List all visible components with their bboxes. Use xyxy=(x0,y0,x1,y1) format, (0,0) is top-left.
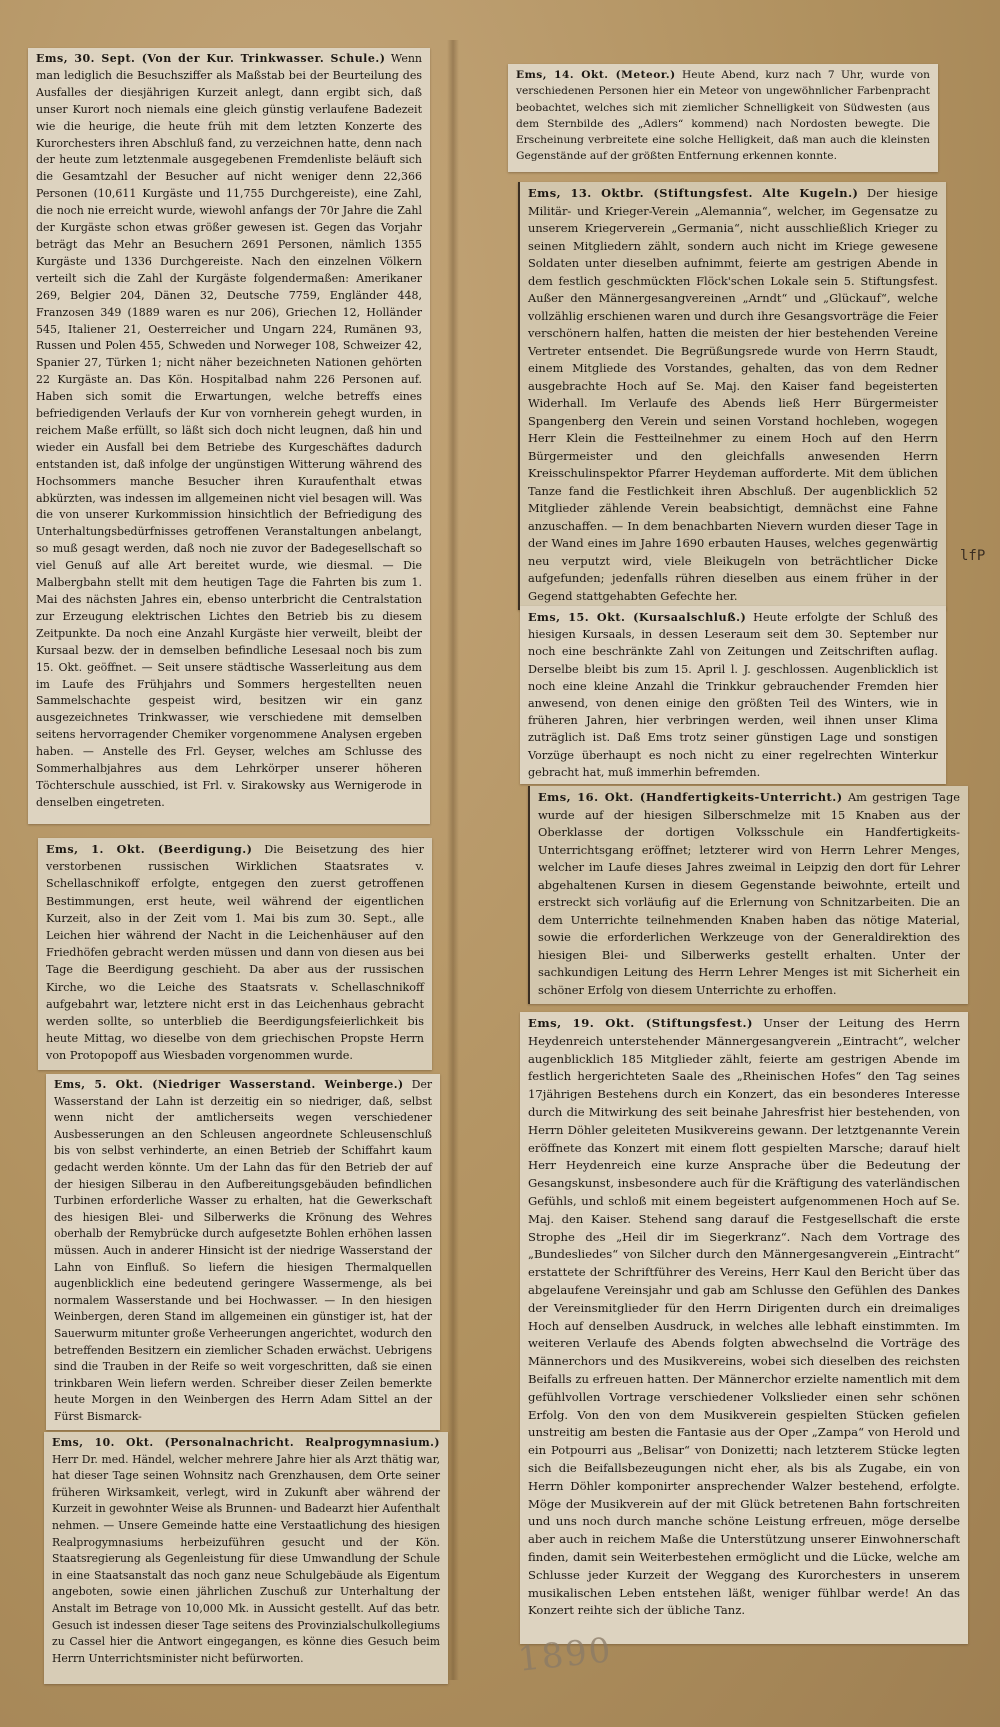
article-heading: Ems, 5. Okt. (Niedriger Wasserstand. Weinberge.) xyxy=(54,1078,404,1091)
clipping-ems-19-okt xyxy=(520,1012,968,1644)
article-body: Der Wasserstand der Lahn ist derzeitig ein so niedriger, daß, selbst wenn nicht der amtlicherseits wegen verschiedener Ausbesserungen an den Schleusen angeordnete Schleusenschluß bis von selbst verhinderte, an einen Betrieb der Schiffahrt kaum gedacht werden könnte. Um der Lahn das für den Betrieb der auf der hiesigen Silberau in den Aufbereitungsgebäuden befindlichen Turbinen erforderliche Wasser zu erhalten, hat die Gewerkschaft des hiesigen Blei- und Silberwerks die Krönung des Wehres oberhalb der Remybrücke durch aufgesetzte Bohlen erhöhen lassen müssen. Auch in anderer Hinsicht ist der niedrige Wasserstand der Lahn von Einfluß. So liefern die hiesigen Thermalquellen augenblicklich eine bedeutend geringere Wassermenge, als bei normalem Wasserstande und bei Hochwasser. — In den hiesigen Weinbergen, deren Stand im allgemeinen ein günstiger ist, hat der Sauerwurm mitunter große Verheerungen angerichtet, wodurch den betreffenden Besitzern ein ziemlicher Schaden erwächst. Uebrigens sind die Trauben in der Reife so weit vorgeschritten, daß sie einen trinkbaren Wein liefern werden. Schreiber dieser Zeilen bemerkte heute Morgen in den Weinbergen des Herrn Adam Sittel an der Fürst Bismarck- xyxy=(54,1078,432,1423)
clipping-ems-14-okt xyxy=(508,64,938,172)
clipping-ems-5-okt xyxy=(46,1074,440,1430)
clipping-ems-15-okt xyxy=(520,606,946,784)
clipping-ems-13-oktbr xyxy=(518,182,946,610)
article-body: Am gestrigen Tage wurde auf der hiesigen Silberschmelze mit 15 Knaben aus der Oberklasse der dortigen Volksschule ein Handfertigkeits-Unterrichtsgang eröffnet; letzterer wird von Herrn Lehrer Menges, welcher im Laufe dieses Jahres zweimal in Leipzig den dort für Lehrer abgehaltenen Kursen in diesem Gegenstande beiwohnte, erteilt und erstreckt sich vorläufig auf die Erlernung von Schnitzarbeiten. Die an dem Unterrichte teilnehmenden Knaben haben das nötige Material, sowie die erforderlichen Werkzeuge von der Generaldirektion des hiesigen Blei- und Silberwerks gestellt erhalten. Unter der sachkundigen Leitung des Herrn Lehrer Menges ist mit Sicherheit ein schöner Erfolg von diesem Unterrichte zu erhoffen. xyxy=(538,790,961,997)
article-heading: Ems, 1. Okt. (Beerdigung.) xyxy=(46,842,253,856)
article-heading: Ems, 30. Sept. (Von der Kur. Trinkwasser. Schule.) xyxy=(36,52,386,65)
clipping-ems-16-okt xyxy=(528,786,968,1004)
article-heading: Ems, 14. Okt. (Meteor.) xyxy=(516,69,676,81)
article-heading: Ems, 19. Okt. (Stiftungsfest.) xyxy=(528,1016,753,1030)
article-heading: Ems, 10. Okt. (Personalnachricht. Realprogymnasium.) xyxy=(52,1436,440,1449)
article-heading: Ems, 15. Okt. (Kursaalschluß.) xyxy=(528,610,747,624)
article-body: Wenn man lediglich die Besuchsziffer als Maßstab bei der Beurteilung des Ausfalles der diesjährigen Kurzeit anlegt, dann ergibt sich, daß unser Kurort noch niemals eine gleich günstig verlaufene Badezeit wie die heurige, die heute früh mit dem letzten Konzerte des Kurorchesters ihren Abschluß fand, zu verzeichnen hatte, denn nach der heute zum letztenmale ausgegebenen Fremdenliste beläuft sich die Gesamtzahl der Besucher auf nicht weniger denn 22,366 Personen (10,611 Kurgäste und 11,755 Durchgereiste), eine Zahl, die noch nie erreicht wurde, wiewohl anfangs der 70r Jahre die Zahl der Kurgäste schon etwas größer gewesen ist. Gegen das Vorjahr beträgt das Mehr an Besuchern 2691 Personen, nämlich 1355 Kurgäste und 1336 Durchgereiste. Nach den einzelnen Völkern verteilt sich die Zahl der Kurgäste folgendermaßen: Amerikaner 269, Belgier 204, Dänen 32, Deutsche 7759, Engländer 448, Franzosen 349 (1889 waren es nur 206), Griechen 12, Holländer 545, Italiener 21, Oesterreicher und Ungarn 224, Rumänen 93, Russen und Polen 455, Schweden und Norweger 108, Schweizer 42, Spanier 27, Türken 1; nicht näher bezeichneten Nationen gehörten 22 Kurgäste an. Das Kön. Hospitalbad nahm 226 Personen auf. Haben sich somit die Erwartungen, welche betreffs eines befriedigenden Verlaufs der Kur von vornherein gehegt wurden, in reichem Maße erfüllt, so läßt sich doch nicht leugnen, daß hin und wieder ein Ausfall bei dem Betriebe des Kurgeschäftes dadurch entstanden ist, daß infolge der ungünstigen Witterung während des Hochsommers manche Besucher ihren Kuraufenthalt etwas abkürzten, was indessen im allgemeinen nicht viel besagen will. Was die von unserer Kurkommission hinsichtlich der Befriedigung des Unterhaltungsbedürfnisses getroffenen Veranstaltungen anbelangt, so muß gesagt werden, daß noch nie zuvor der Badegesellschaft so viel Genuß auf alle Art bereitet wurde, wie diesmal. — Die Malbergbahn stellt mit dem heutigen Tage die Fahrten bis zum 1. Mai des nächsten Jahres ein, ebenso unterbricht die Centralstation zur Erzeugung elektrischen Lichtes den Betrieb bis zu diesem Zeitpunkte. Da noch eine Anzahl Kurgäste hier verweilt, bleibt der Kursaal bezw. der in demselben befindliche Lesesaal noch bis zum 15. Okt. geöffnet. — Seit unsere städtische Wasserleitung aus dem im Laufe des Frühjahrs und Sommers hergestellten neuen Sammelschachte gespeist wird, besitzen wir ein ganz ausgezeichnetes Trinkwasser, wie verschiedene mit demselben seitens hervorragender Chemiker vorgenommene Analysen ergeben haben. — Anstelle des Frl. Geyser, welches am Schlusse des Sommerhalbjahres aus dem Lehrkörper unserer höheren Töchterschule ausschied, ist Frl. v. Sirakowsky aus Wernigerode in denselben eingetreten. xyxy=(36,52,422,809)
pencil-year-annotation: 1890 xyxy=(516,1630,615,1680)
article-body: Der hiesige Militär- und Krieger-Verein „Alemannia“, welcher, im Gegensatze zu unserem Kriegerverein „Germania“, nicht ausschließlich Krieger zu seinen Mitgliedern zählt, sondern auch nicht im Kriege gewesene Soldaten unter dieselben aufnimmt, feierte am gestrigen Abende in dem festlich geschmückten Flöck'schen Lokale sein 5. Stiftungsfest. Außer den Männergesangvereinen „Arndt“ und „Glückauf“, welche vollzählig erschienen waren und durch ihre Gesangsvorträge die Feier verschönern halfen, hatten die meisten der hier bestehenden Vereine Vertreter entsendet. Die Begrüßungsrede wurde von Herrn Staudt, einem Mitgliede des Vorstandes, gehalten, das von dem Redner ausgebrachte Hoch auf Se. Maj. den Kaiser fand begeisterten Widerhall. Im Verlaufe des Abends ließ Herr Bürgermeister Spangenberg den Verein und seinen Vorstand hochleben, wogegen Herr Klein die Festteilnehmer zu einem Hoch auf den Herrn Bürgermeister und den gleichfalls anwesenden Herrn Kreisschulinspektor Pfarrer Heydeman aufforderte. Mit dem üblichen Tanze fand die Festlichkeit ihren Abschluß. Der augenblicklich 52 Mitglieder zählende Verein beabsichtigt, demnächst eine Fahne anzuschaffen. — In dem benachbarten Nievern wurden dieser Tage in der Wand eines im Jahre 1690 erbauten Hauses, welches gegenwärtig neu verputzt wird, viele Bleikugeln von beträchtlicher Dicke aufgefunden; jedenfalls rühren dieselben aus einem früher in der Gegend stattgehabten Gefechte her. xyxy=(528,186,939,603)
article-heading: Ems, 16. Okt. (Handfertigkeits-Unterricht.) xyxy=(538,790,843,804)
clipping-ems-30-sept xyxy=(28,48,430,824)
article-body: Heute Abend, kurz nach 7 Uhr, wurde von verschiedenen Personen hier ein Meteor von ungewöhnlicher Farbenpracht beobachtet, welches sich mit ziemlicher Schnelligkeit von Südwesten (aus dem Sternbilde des „Adlers“ kommend) nach Nordosten bewegte. Die Erscheinung verbreitete eine solche Helligkeit, daß man auch die kleinsten Gegenstände auf der größten Entfernung erkennen konnte. xyxy=(516,69,930,163)
article-body: Unser der Leitung des Herrn Heydenreich unterstehender Männergesangverein „Eintracht“, welcher augenblicklich 185 Mitglieder zählt, feierte am gestrigen Abende im festlich hergerichteten Saale des „Rheinischen Hofes“ den Tag seines 17jährigen Bestehens durch ein Konzert, das ein besonderes Interesse durch die Mitwirkung des seit beinahe Jahresfrist hier bestehenden, von Herrn Döhler geleiteten Musikvereins gewann. Der letztgenannte Verein eröffnete das Konzert mit einem flott gespielten Marsche; darauf hielt Herr Heydenreich eine kurze Ansprache über die Bedeutung der Gesangskunst, insbesondere auch für die Kräftigung des vaterländischen Gefühls, und schloß mit einem begeistert aufgenommenen Hoch auf Se. Maj. den Kaiser. Stehend sang darauf die Festgesellschaft die erste Strophe des „Heil dir im Siegerkranz“. Nach dem Vortrage des „Bundesliedes“ von Silcher durch den Männergesangverein „Eintracht“ erstattete der Schriftführer des Vereins, Herr Kaul den Bericht über das abgelaufene Vereinsjahr und gab am Schlusse den Gefühlen des Dankes der Vereinsmitglieder für den Herrn Dirigenten durch ein dreimaliges Hoch auf denselben Ausdruck, in welches alle lebhaft einstimmten. Im weiteren Verlaufe des Abends folgten abwechselnd die Vorträge des Männerchors und des Musikvereins, wobei sich dieselben des reichsten Beifalls zu erfreuen hatten. Der Männerchor erzielte namentlich mit dem gefühlvollen Vortrage verschiedener Volkslieder einen sehr schönen Erfolg. Von den von dem Musikverein gespielten Stücken gefielen unstreitig am besten die Fantasie aus der Oper „Zampa“ von Herold und ein Potpourri aus „Belisar“ von Donizetti; nach letzterem Stücke legten sich die Beifallsbezeugungen nicht eher, als bis als Zugabe, ein von Herrn Döhler komponirter ansprechender Walzer bestehend, erfolgte. Möge der Musikverein auf der mit Glück betretenen Bahn fortschreiten und uns noch durch manche schöne Leistung erfreuen, möge derselbe aber auch in reichem Maße die Unterstützung unserer Einwohnerschaft finden, damit sein Weiterbestehen ermöglicht und die Lücke, welche am Schlusse jeder Kurzeit der Weggang des Kurorchesters in unserem musikalischen Leben entstehen läßt, weniger fühlbar werde! An das Konzert reihte sich der übliche Tanz. xyxy=(528,1016,960,1618)
clipping-ems-10-okt xyxy=(44,1432,448,1684)
article-body: Die Beisetzung des hier verstorbenen russischen Wirklichen Staatsrates v. Schellaschnikoff erfolgte, entgegen den zuerst getroffenen Bestimmungen, erst heute, weil während der eigentlichen Kurzeit, also in der Zeit vom 1. Mai bis zum 30. Sept., alle Leichen hier während der Nacht in die Leichenhäuser auf den Friedhöfen gebracht werden müssen und dann von diesen aus bei Tage die Beerdigung geschieht. Da aber aus der russischen Kirche, wo die Leiche des Staatsrats v. Schellaschnikoff aufgebahrt war, letztere nicht erst in das Leichenhaus gebracht werden sollte, so unterblieb die Beerdigungsfeierlichkeit bis heute Mittag, wo dieselbe von dem griechischen Propste Herrn von Protopopoff aus Wiesbaden vorgenommen wurde. xyxy=(46,843,424,1063)
article-body: Herr Dr. med. Händel, welcher mehrere Jahre hier als Arzt thätig war, hat dieser Tage seinen Wohnsitz nach Grenzhausen, dem Orte seiner früheren Wirksamkeit, verlegt, wird in Zukunft aber während der Kurzeit in gewohnter Weise als Brunnen- und Badearzt hier Aufenthalt nehmen. — Unsere Gemeinde hatte eine Verstaatlichung des hiesigen Realprogymnasiums herbeizuführen gesucht und der Kön. Staatsregierung als Gegenleistung für diese Umwandlung der Schule in eine Staatsanstalt das noch ganz neue Schulgebäude als Eigentum angeboten, sowie einen jährlichen Zuschuß zur Unterhaltung der Anstalt im Betrage von 10,000 Mk. in Aussicht gestellt. Auf das betr. Gesuch ist indessen dieser Tage seitens des Provinzialschulkollegiums zu Cassel hier die Antwort eingegangen, es könne dies Gesuch beim Herrn Unterrichtsminister nicht befürworten. xyxy=(52,1452,441,1665)
article-body: Heute erfolgte der Schluß des hiesigen Kursaals, in dessen Leseraum seit dem 30. September nur noch eine beschränkte Zahl von Zeitungen und Zeitschriften auflag. Derselbe bleibt bis zum 15. April l. J. geschlossen. Augenblicklich ist noch eine kleine Anzahl die Trinkkur gebrauchender Fremden hier anwesend, von denen einige den größten Teil des Winters, wie in früheren Jahren, hier verbringen werden, weil ihnen unser Klima zuträglich ist. Daß Ems trotz seiner günstigen Lage und sonstigen Vorzüge überhaupt es noch nicht zu einer regelrechten Winterkur gebracht hat, muß immerhin befremden. xyxy=(528,611,939,779)
page-fold-shadow xyxy=(447,40,459,1680)
margin-note: lfP xyxy=(960,548,986,564)
clipping-ems-1-okt xyxy=(38,838,432,1070)
article-heading: Ems, 13. Oktbr. (Stiftungsfest. Alte Kugeln.) xyxy=(528,186,859,200)
